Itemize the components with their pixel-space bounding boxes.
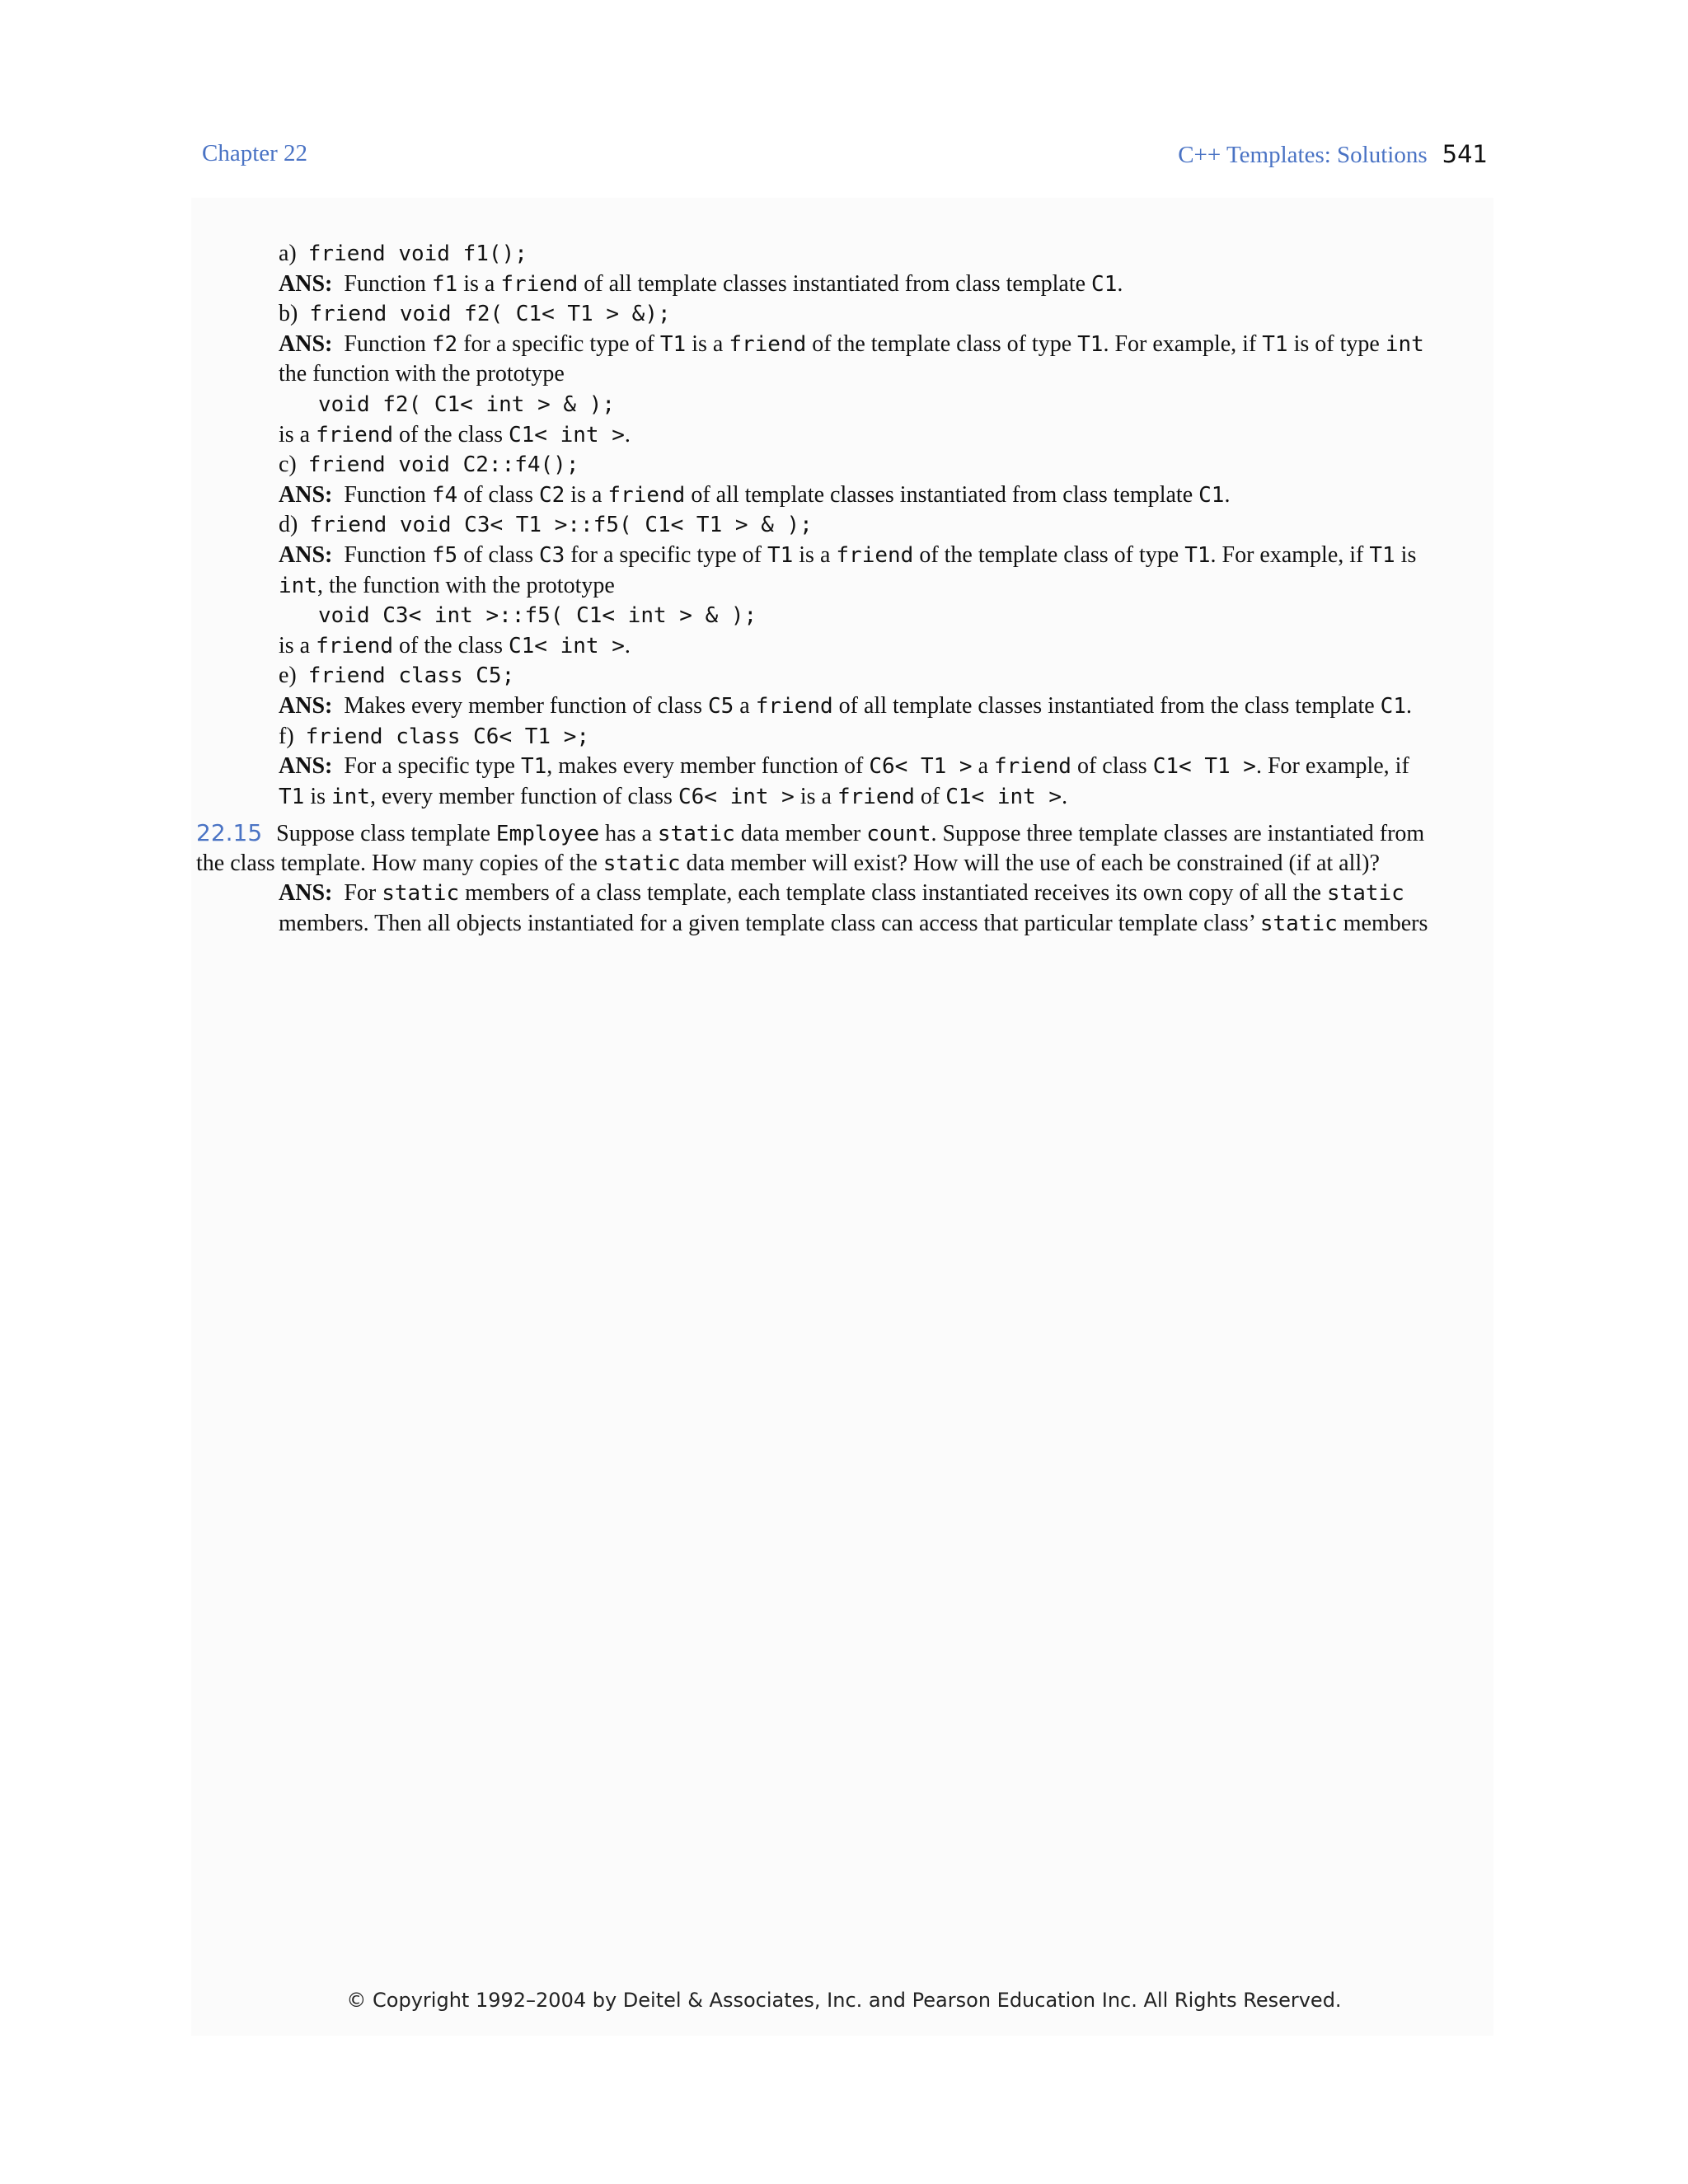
- text: is: [1400, 541, 1417, 568]
- code-text: T1: [1184, 542, 1211, 568]
- text: .: [1405, 692, 1412, 719]
- text: of the template class of type: [812, 330, 1072, 357]
- text: members of a class template, each template class instantiated receives its own copy of all the: [465, 880, 1321, 907]
- item-d-label: d): [279, 512, 298, 538]
- item-c-label: c): [279, 452, 297, 478]
- code-text: T1: [1077, 331, 1104, 357]
- code-text: C1< int >: [945, 784, 1062, 809]
- text: members: [1343, 911, 1428, 937]
- question-22-15-line-2: [196, 849, 1492, 879]
- item-b-answer: [196, 330, 1492, 360]
- ans-label: ANS:: [279, 481, 333, 508]
- text: For a specific type: [344, 753, 515, 780]
- chapter-label: Chapter 22: [202, 140, 308, 166]
- code-text: friend: [316, 422, 394, 448]
- text: of: [920, 783, 940, 809]
- code-text: int: [1385, 331, 1424, 357]
- code-text: count: [866, 822, 931, 847]
- item-a-code: friend void f1();: [307, 241, 528, 266]
- text: is a: [463, 270, 495, 297]
- item-c-code-line: [196, 450, 1492, 480]
- code-text: C3: [538, 542, 565, 568]
- text: a: [739, 692, 750, 719]
- text: , makes every member function of: [546, 753, 864, 780]
- text: , the function with the prototype: [316, 572, 615, 598]
- code-text: C5: [707, 693, 734, 719]
- code-text: C1: [1198, 482, 1225, 508]
- code-text: static: [657, 822, 735, 847]
- code-text: C1< int >: [509, 633, 625, 658]
- code-text: friend: [316, 633, 394, 658]
- code-text: f5: [431, 542, 458, 568]
- text: the function with the prototype: [279, 361, 565, 387]
- ans-label: ANS:: [279, 541, 333, 568]
- text: data member will exist? How will the use of each be constrained (if at all)?: [686, 850, 1380, 876]
- text: . For example, if: [1103, 330, 1257, 357]
- copyright-footer: © Copyright 1992–2004 by Deitel & Associates, Inc. and Pearson Education Inc. All Rights Reserved.: [346, 1989, 1342, 2012]
- text: of all template classes instantiated from class template: [584, 270, 1086, 297]
- item-a-answer: [196, 269, 1492, 300]
- text: of all template classes instantiated from class template: [691, 481, 1193, 508]
- text: of class: [1076, 753, 1147, 780]
- item-e-code: friend class C5;: [307, 663, 515, 689]
- code-text: T1: [1262, 331, 1288, 357]
- text: .: [1224, 481, 1231, 508]
- text: .: [1117, 270, 1123, 297]
- item-a-label: a): [279, 241, 297, 266]
- question-22-15-answer-cont: [196, 909, 1492, 940]
- text: is a: [799, 783, 832, 809]
- text: for a specific type of: [570, 541, 762, 568]
- code-text: void C3< int >::f5( C1< int > & );: [318, 603, 757, 629]
- item-e-answer: [196, 691, 1492, 722]
- text: . Suppose three template classes are instantiated from: [931, 821, 1425, 847]
- question-22-15-line-1: [196, 818, 1492, 849]
- text: .: [1062, 783, 1068, 809]
- text: .: [624, 632, 631, 658]
- code-text: static: [382, 881, 460, 907]
- text: is a: [692, 330, 724, 357]
- text: data member: [740, 821, 861, 847]
- item-f-code: friend class C6< T1 >;: [305, 724, 590, 749]
- code-text: int: [331, 784, 370, 809]
- code-text: friend: [994, 754, 1071, 780]
- item-d-answer-cont: [196, 571, 1492, 602]
- text: of class: [463, 541, 533, 568]
- item-d-conclusion: [196, 631, 1492, 662]
- code-text: friend: [836, 542, 914, 568]
- text: is a: [279, 632, 311, 658]
- code-text: friend: [607, 482, 686, 508]
- item-f-answer-cont: [196, 782, 1492, 813]
- code-text: T1: [659, 331, 687, 357]
- code-text: C1: [1091, 271, 1118, 297]
- code-text: friend: [729, 331, 807, 357]
- code-text: friend: [500, 271, 579, 297]
- item-c-code: friend void C2::f4();: [307, 452, 579, 478]
- text: is a: [279, 421, 311, 448]
- item-f-answer: [196, 752, 1492, 782]
- text: of class: [463, 481, 533, 508]
- item-b-prototype: [196, 390, 1492, 420]
- text: of the class: [399, 632, 503, 658]
- code-text: T1: [520, 754, 547, 780]
- text: . For example, if: [1210, 541, 1364, 568]
- code-text: C1< int >: [509, 422, 625, 448]
- text: . For example, if: [1255, 753, 1409, 780]
- item-b-code-line: [196, 299, 1492, 330]
- text: the class template. How many copies of the: [196, 850, 598, 876]
- item-d-answer: [196, 541, 1492, 571]
- item-b-conclusion: [196, 420, 1492, 451]
- code-text: int: [279, 573, 317, 598]
- item-f-label: f): [279, 723, 294, 749]
- text: , every member function of class: [369, 783, 673, 809]
- item-c-answer: [196, 480, 1492, 511]
- code-text: static: [1259, 912, 1338, 937]
- code-text: C1< T1 >: [1152, 754, 1256, 780]
- code-text: T1: [1369, 542, 1395, 568]
- item-e-label: e): [279, 663, 297, 689]
- ans-label: ANS:: [279, 270, 333, 297]
- item-a-code-line: [196, 239, 1492, 269]
- page-number: 541: [1442, 140, 1488, 168]
- text: a: [978, 753, 989, 780]
- page-content: [196, 239, 1492, 940]
- item-d-prototype: [196, 601, 1492, 631]
- code-text: friend: [755, 693, 833, 719]
- code-text: T1: [279, 784, 305, 809]
- header-right: [1178, 140, 1488, 169]
- code-text: T1: [767, 542, 794, 568]
- ans-label: ANS:: [279, 753, 333, 780]
- code-text: C6< int >: [678, 784, 795, 809]
- code-text: f1: [431, 271, 458, 297]
- item-d-code: friend void C3< T1 >::f5( C1< T1 > & );: [309, 513, 813, 538]
- text: For: [344, 880, 377, 907]
- item-b-label: b): [279, 301, 298, 327]
- item-b-answer-cont: [196, 359, 1492, 390]
- text: Function: [344, 541, 426, 568]
- code-text: Employee: [495, 822, 600, 847]
- text: Function: [344, 330, 426, 357]
- text: for a specific type of: [463, 330, 654, 357]
- ans-label: ANS:: [279, 880, 333, 907]
- text: Suppose class template: [276, 821, 490, 847]
- text: Function: [344, 481, 426, 508]
- item-f-code-line: [196, 722, 1492, 752]
- item-b-code: friend void f2( C1< T1 > &);: [309, 302, 671, 327]
- ans-label: ANS:: [279, 330, 333, 357]
- text: members. Then all objects instantiated for a given template class can access that particular template class’: [279, 911, 1254, 937]
- item-e-code-line: [196, 661, 1492, 691]
- page-header: [202, 140, 1488, 173]
- text: is of type: [1293, 330, 1380, 357]
- ans-label: ANS:: [279, 692, 333, 719]
- code-text: C2: [538, 482, 565, 508]
- text: Function: [344, 270, 426, 297]
- code-text: C1: [1380, 693, 1406, 719]
- chapter-title: C++ Templates: Solutions: [1178, 142, 1428, 168]
- text: of the template class of type: [919, 541, 1179, 568]
- code-text: static: [603, 851, 681, 876]
- text: is a: [570, 481, 603, 508]
- text: of all template classes instantiated from the class template: [838, 692, 1375, 719]
- code-text: static: [1326, 881, 1404, 907]
- text: Makes every member function of class: [344, 692, 702, 719]
- code-text: f2: [431, 331, 458, 357]
- code-text: f4: [431, 482, 458, 508]
- code-text: friend: [837, 784, 915, 809]
- code-text: void f2( C1< int > & );: [318, 391, 616, 417]
- text: of the class: [399, 421, 503, 448]
- text: is a: [799, 541, 831, 568]
- text: .: [624, 421, 631, 448]
- code-text: C6< T1 >: [869, 754, 973, 780]
- question-22-15-answer: [196, 879, 1492, 909]
- text: has a: [605, 821, 652, 847]
- text: is: [310, 783, 326, 809]
- item-d-code-line: [196, 510, 1492, 541]
- question-number: 22.15: [196, 819, 263, 847]
